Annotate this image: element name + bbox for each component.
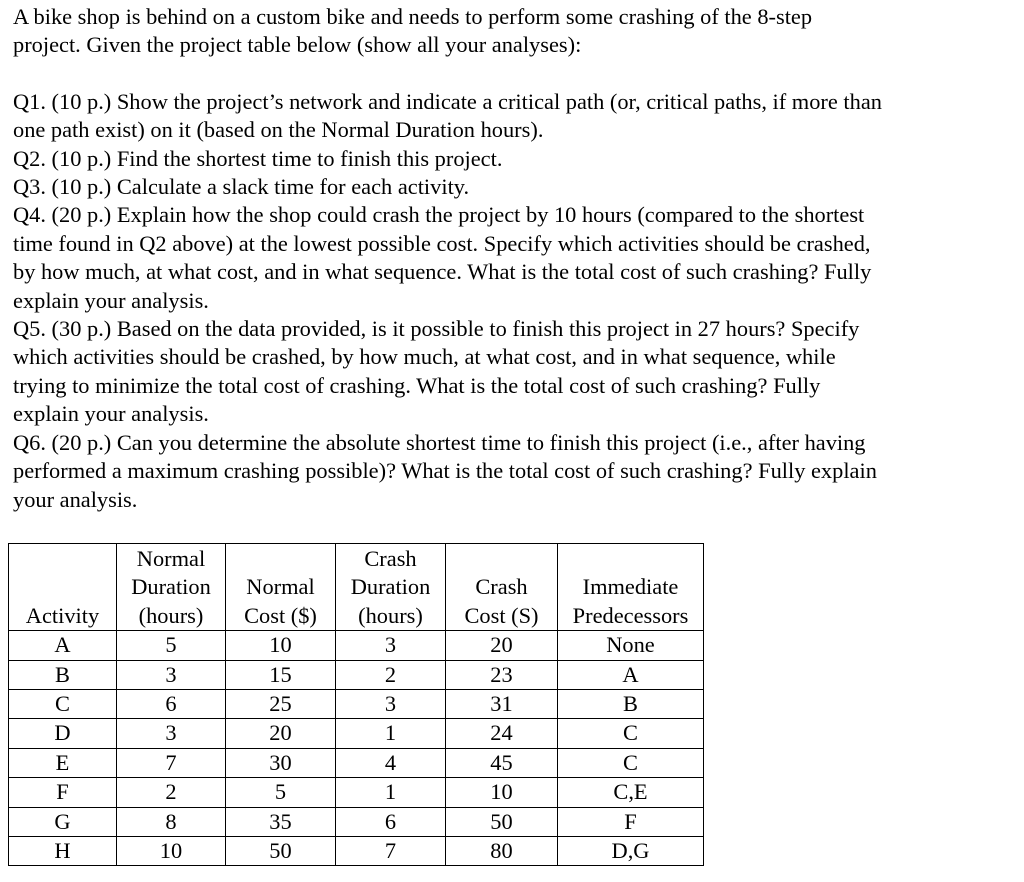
question-line: Q5. (30 p.) Based on the data provided, is it possible to finish this project in 27 hours? Specify bbox=[13, 316, 860, 342]
table-cell: E bbox=[9, 748, 117, 777]
table-cell: 1 bbox=[336, 719, 446, 748]
questions-list bbox=[13, 88, 1013, 514]
column-header-line bbox=[560, 545, 701, 573]
question-line: which activities should be crashed, by how much, at what cost, and in what sequence, while bbox=[13, 344, 836, 370]
column-header-line: Crash bbox=[364, 546, 417, 571]
table-row bbox=[9, 778, 704, 807]
table-cell: 7 bbox=[336, 837, 446, 866]
column-header-line: (hours) bbox=[138, 602, 204, 628]
column-header-line: Immediate bbox=[582, 574, 679, 600]
table-cell: B bbox=[558, 690, 704, 719]
column-header bbox=[117, 544, 226, 631]
table-cell: 10 bbox=[117, 837, 226, 866]
project-table bbox=[8, 543, 704, 866]
table-cell: 24 bbox=[446, 719, 558, 748]
table-cell: F bbox=[9, 778, 117, 807]
table-cell: A bbox=[9, 631, 117, 660]
table-cell: 1 bbox=[336, 778, 446, 807]
question-line: performed a maximum crashing possible)? What is the total cost of such crashing? Fully explain bbox=[13, 458, 877, 484]
table-cell: C bbox=[558, 719, 704, 748]
column-header-line: (hours) bbox=[358, 602, 423, 628]
table-cell: 4 bbox=[336, 748, 446, 777]
table-cell: C bbox=[9, 690, 117, 719]
question-line: trying to minimize the total cost of crashing. What is the total cost of such crashing? Fully bbox=[13, 372, 821, 398]
table-cell: 20 bbox=[226, 719, 336, 748]
table-cell: H bbox=[9, 837, 117, 866]
question-line: Q2. (10 p.) Find the shortest time to finish this project. bbox=[13, 145, 503, 171]
table-cell: 50 bbox=[226, 837, 336, 866]
intro-line: A bike shop is behind on a custom bike and needs to perform some crashing of the 8-step bbox=[13, 4, 813, 29]
column-header-line: Duration bbox=[131, 574, 211, 600]
column-header bbox=[9, 544, 117, 631]
table-cell: 3 bbox=[336, 690, 446, 719]
column-header-line: Activity bbox=[25, 602, 100, 628]
intro-line: project. Given the project table below (show all your analyses): bbox=[13, 32, 582, 58]
question-6 bbox=[13, 429, 1013, 514]
table-cell: 5 bbox=[226, 778, 336, 807]
question-line: Q6. (20 p.) Can you determine the absolute shortest time to finish this project (i.e., after having bbox=[13, 429, 866, 455]
table-cell: 2 bbox=[117, 778, 226, 807]
table-row bbox=[9, 690, 704, 719]
table-cell: F bbox=[558, 807, 704, 836]
table-cell: 30 bbox=[226, 748, 336, 777]
table-cell: 15 bbox=[226, 660, 336, 689]
column-header bbox=[558, 544, 704, 631]
question-1 bbox=[13, 88, 1013, 145]
table-cell: 80 bbox=[446, 837, 558, 866]
question-line: by how much, at what cost, and in what sequence. What is the total cost of such crashing? Fully bbox=[13, 259, 872, 285]
table-cell: 6 bbox=[117, 690, 226, 719]
question-line: Q4. (20 p.) Explain how the shop could crash the project by 10 hours (compared to the shortest bbox=[13, 202, 865, 228]
column-header bbox=[336, 544, 446, 631]
table-cell: 25 bbox=[226, 690, 336, 719]
table-cell: None bbox=[558, 631, 704, 660]
table-cell: 7 bbox=[117, 748, 226, 777]
table-cell: 2 bbox=[336, 660, 446, 689]
table-body bbox=[9, 631, 704, 866]
table-cell: C,E bbox=[558, 778, 704, 807]
table-cell: D,G bbox=[558, 837, 704, 866]
table-cell: G bbox=[9, 807, 117, 836]
table-row bbox=[9, 631, 704, 660]
question-line: your analysis. bbox=[13, 486, 138, 512]
column-header-line bbox=[11, 573, 114, 601]
question-line: one path exist) on it (based on the Normal Duration hours). bbox=[13, 117, 544, 143]
question-2 bbox=[13, 145, 1013, 173]
table-cell: 6 bbox=[336, 807, 446, 836]
column-header-line: Predecessors bbox=[572, 602, 689, 628]
column-header bbox=[226, 544, 336, 631]
table-row bbox=[9, 807, 704, 836]
column-header-line: Cost ($) bbox=[244, 602, 317, 628]
column-header-line: Cost (S) bbox=[464, 602, 539, 628]
question-line: explain your analysis. bbox=[13, 287, 209, 313]
column-header-line: Normal bbox=[246, 574, 315, 600]
table-row bbox=[9, 837, 704, 866]
table-cell: 3 bbox=[117, 660, 226, 689]
table-cell: 35 bbox=[226, 807, 336, 836]
table-cell: 8 bbox=[117, 807, 226, 836]
table-cell: 5 bbox=[117, 631, 226, 660]
intro-paragraph bbox=[13, 3, 1013, 60]
table-cell: 31 bbox=[446, 690, 558, 719]
table-cell: 45 bbox=[446, 748, 558, 777]
table-cell: 3 bbox=[336, 631, 446, 660]
column-header-line bbox=[228, 545, 333, 573]
column-header-line: Crash bbox=[475, 574, 528, 600]
table-cell: A bbox=[558, 660, 704, 689]
question-line: explain your analysis. bbox=[13, 401, 209, 427]
column-header-line: Duration bbox=[350, 574, 431, 600]
table-cell: 10 bbox=[226, 631, 336, 660]
table-cell: B bbox=[9, 660, 117, 689]
table-header-row bbox=[9, 544, 704, 631]
table-cell: 23 bbox=[446, 660, 558, 689]
question-4 bbox=[13, 201, 1013, 315]
column-header-line bbox=[448, 545, 555, 573]
table-cell: 50 bbox=[446, 807, 558, 836]
column-header-line: Normal bbox=[136, 546, 206, 571]
column-header bbox=[446, 544, 558, 631]
table-cell: C bbox=[558, 748, 704, 777]
table-row bbox=[9, 748, 704, 777]
table-cell: 10 bbox=[446, 778, 558, 807]
table-cell: D bbox=[9, 719, 117, 748]
table-row bbox=[9, 719, 704, 748]
table-cell: 3 bbox=[117, 719, 226, 748]
question-3 bbox=[13, 173, 1013, 201]
column-header-line bbox=[11, 545, 114, 573]
question-line: Q3. (10 p.) Calculate a slack time for each activity. bbox=[13, 174, 470, 200]
question-line: time found in Q2 above) at the lowest possible cost. Specify which activities should be crashed, bbox=[13, 230, 871, 256]
table-row bbox=[9, 660, 704, 689]
question-5 bbox=[13, 315, 1013, 429]
document-page bbox=[13, 0, 1013, 514]
table-cell: 20 bbox=[446, 631, 558, 660]
question-line: Q1. (10 p.) Show the project’s network and indicate a critical path (or, critical paths, if more than bbox=[13, 88, 882, 114]
